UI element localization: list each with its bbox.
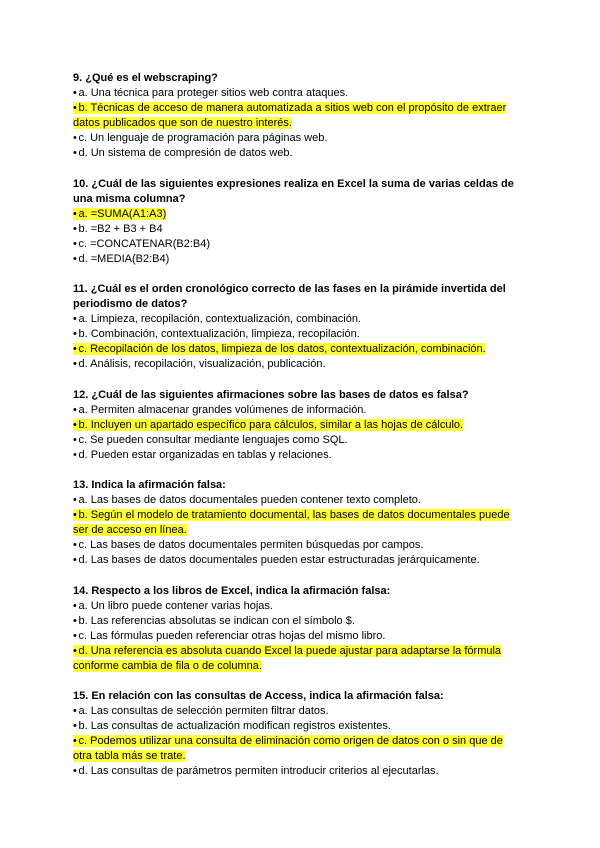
option-d: • d. =MEDIA(B2:B4) bbox=[73, 252, 170, 265]
question-14 bbox=[73, 584, 523, 674]
option-c: • c. Las fórmulas pueden referenciar otras hojas del mismo libro. bbox=[73, 629, 386, 642]
option-b-correct: • b. Incluyen un apartado específico para cálculos, similar a las hojas de cálculo. bbox=[73, 418, 464, 431]
option-b-correct: • b. Técnicas de acceso de manera automatizada a sitios web con el propósito de extraer datos publicados que son de nuestro interés. bbox=[73, 102, 507, 129]
option-a: • a. Un libro puede contener varias hojas. bbox=[73, 599, 273, 612]
option-b: • b. Las consultas de actualización modifican registros existentes. bbox=[73, 720, 391, 732]
option-c-correct: • c. Podemos utilizar una consulta de eliminación como origen de datos con o sin que de otra tabla más se trate. bbox=[73, 735, 503, 762]
option-a: • a. Las consultas de selección permiten filtrar datos. bbox=[73, 705, 329, 717]
question-12 bbox=[73, 388, 523, 463]
option-d: • d. Las consultas de parámetros permiten introducir criterios al ejecutarlas. bbox=[73, 765, 439, 777]
question-title: 15. En relación con las consultas de Access, indica la afirmación falsa: bbox=[73, 690, 444, 702]
question-title: 13. Indica la afirmación falsa: bbox=[73, 479, 226, 491]
question-title: 14. Respecto a los libros de Excel, indica la afirmación falsa: bbox=[73, 584, 391, 597]
option-a: • a. Permiten almacenar grandes volúmenes de información. bbox=[73, 403, 367, 416]
option-c: • c. =CONCATENAR(B2:B4) bbox=[73, 237, 211, 250]
question-9 bbox=[73, 71, 523, 161]
option-c: • c. Un lenguaje de programación para páginas web. bbox=[73, 132, 328, 144]
option-c-correct: • c. Recopilación de los datos, limpieza de los datos, contextualización, combinación. bbox=[73, 343, 486, 355]
option-d: • d. Análisis, recopilación, visualización, publicación. bbox=[73, 358, 326, 370]
document-page bbox=[73, 71, 523, 795]
option-b: • b. Las referencias absolutas se indican con el símbolo $. bbox=[73, 614, 355, 627]
option-a: • a. Una técnica para proteger sitios web contra ataques. bbox=[73, 87, 349, 99]
question-title: 12. ¿Cuál de las siguientes afirmaciones sobre las bases de datos es falsa? bbox=[73, 388, 469, 401]
question-13 bbox=[73, 478, 523, 568]
option-a-correct: • a. =SUMA(A1:A3) bbox=[73, 207, 167, 220]
option-a: • a. Las bases de datos documentales pueden contener texto completo. bbox=[73, 494, 421, 506]
question-title: 10. ¿Cuál de las siguientes expresiones realiza en Excel la suma de varias celdas de una misma columna? bbox=[73, 177, 514, 205]
option-d: • d. Un sistema de compresión de datos web. bbox=[73, 147, 293, 159]
option-b: • b. =B2 + B3 + B4 bbox=[73, 222, 163, 235]
option-d-correct: • d. Una referencia es absoluta cuando Excel la puede ajustar para adaptarse la fórmula conforme cambia de fila o de columna. bbox=[73, 644, 502, 672]
option-c: • c. Las bases de datos documentales permiten búsquedas por campos. bbox=[73, 539, 424, 551]
question-title: 11. ¿Cuál es el orden cronológico correcto de las fases en la pirámide invertida del periodismo de datos? bbox=[73, 283, 506, 310]
option-d: • d. Pueden estar organizadas en tablas y relaciones. bbox=[73, 448, 332, 461]
option-b: • b. Combinación, contextualización, limpieza, recopilación. bbox=[73, 328, 360, 340]
option-d: • d. Las bases de datos documentales pueden estar estructuradas jerárquicamente. bbox=[73, 554, 480, 566]
option-a: • a. Limpieza, recopilación, contextualización, combinación. bbox=[73, 313, 361, 325]
question-11 bbox=[73, 282, 523, 372]
option-b-correct: • b. Según el modelo de tratamiento documental, las bases de datos documentales puede ser de acceso en línea. bbox=[73, 509, 510, 536]
question-15 bbox=[73, 689, 523, 779]
question-10 bbox=[73, 177, 523, 267]
question-title: 9. ¿Qué es el webscraping? bbox=[73, 72, 218, 84]
option-c: • c. Se pueden consultar mediante lenguajes como SQL. bbox=[73, 433, 348, 446]
